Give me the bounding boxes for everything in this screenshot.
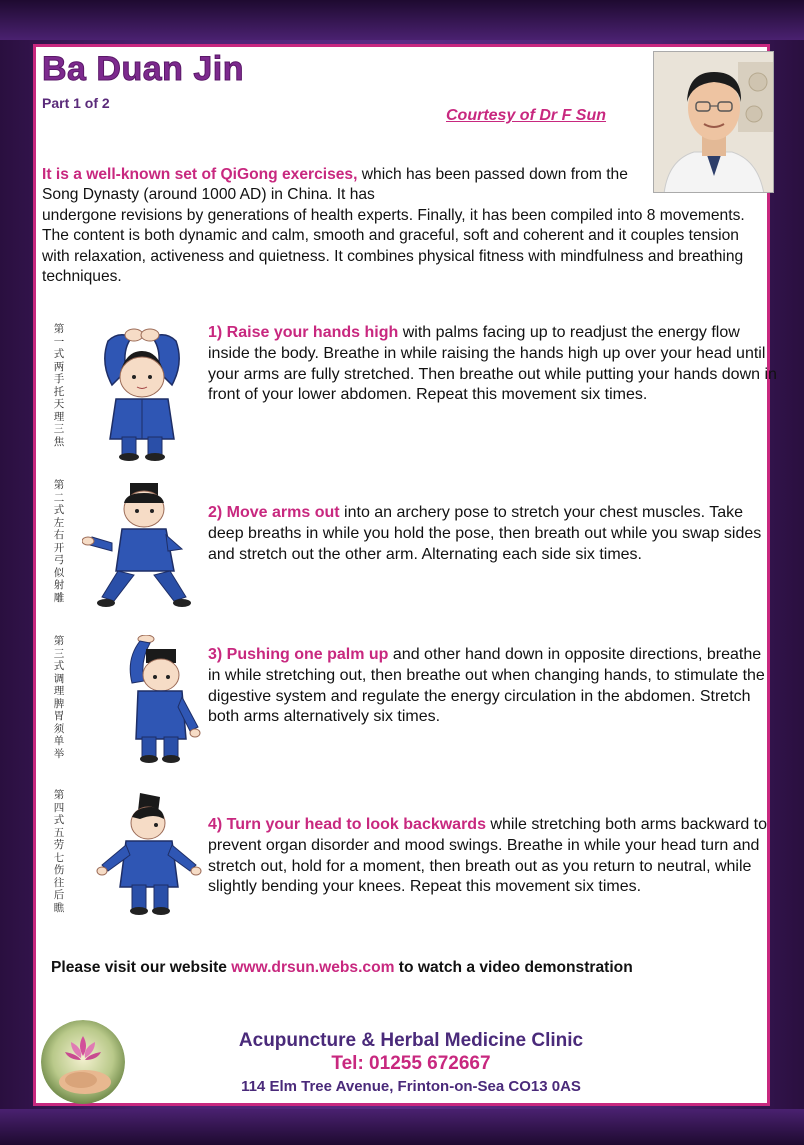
clinic-telephone: Tel: 01255 672667 <box>331 1053 491 1074</box>
intro-lead: It is a well-known set of QiGong exercises, <box>42 166 358 183</box>
movement-1-description <box>208 323 778 406</box>
website-notice-before: Please visit our website <box>51 959 232 976</box>
movement-3-heading: 3) Pushing one palm up <box>208 646 389 663</box>
clinic-name: Acupuncture & Herbal Medicine Clinic <box>238 1030 584 1051</box>
movement-3-body: and other hand down in opposite directions, breathe in while stretching out, then breathe out when changing hands, to stimulate the digestive system and regulate the energy circulation in the abdomen. Stretch both arms alternatively six times. <box>208 646 765 726</box>
movement-1-calligraphy: 第一式 两手托天理三焦 <box>53 323 65 448</box>
part-indicator: Part 1 of 2 <box>42 95 110 111</box>
intro-body: undergone revisions by generations of health experts. Finally, it has been compiled into 8 movements. The content is both dynamic and calm, smooth and graceful, soft and coherent and it couples tension with relaxation, activeness and quietness. It combines physical fitness with mindfulness and breathing techniques. <box>42 206 745 286</box>
website-link[interactable]: www.drsun.webs.com <box>231 959 395 976</box>
figure-palm-up <box>82 635 202 775</box>
movement-2-description <box>208 503 778 565</box>
movement-4-body: while stretching both arms backward to prevent organ disorder and mood swings. Breathe in while your head turn and stretch out, hold for a moment, then breath out as you return to neutral, while slightly bending your knees. Repeat this movement six times. <box>208 816 767 896</box>
background-top <box>0 0 804 40</box>
website-notice-after: to watch a video demonstration <box>394 959 633 976</box>
movement-2-body: into an archery pose to stretch your chest muscles. Take deep breaths in while you hold the pose, then breath out while you swap sides and stretch out the other arm. Alternating each side six times. <box>208 504 762 563</box>
intro-paragraph <box>42 165 757 287</box>
movement-1-body: with palms facing up to readjust the energy flow inside the body. Breathe in while raising the hands high up over your head until your arms are fully stretched. Then breathe out while putting your hands down in front of your lower abdomen. Repeat this movement six times. <box>208 324 777 404</box>
background-bottom <box>0 1109 804 1145</box>
movement-4-calligraphy: 第四式 五劳七伤往后瞧 <box>53 789 65 914</box>
movement-3-calligraphy: 第三式 调理脾胃须单举 <box>53 635 65 760</box>
movement-1-heading: 1) Raise your hands high <box>208 324 399 341</box>
figure-look-backwards <box>82 789 202 929</box>
intro-line1-rest: which has been passed down from the Song Dynasty (around 1000 AD) in China. It has <box>42 166 628 204</box>
clinic-info <box>156 1030 666 1095</box>
movement-4-description <box>208 815 778 898</box>
page-title: Ba Duan Jin <box>42 50 244 88</box>
figure-archery-pose <box>82 479 202 619</box>
flyer-sheet <box>33 44 777 1106</box>
intro-first-line <box>42 165 636 206</box>
courtesy-credit: Courtesy of Dr F Sun <box>446 107 607 124</box>
website-notice <box>51 959 633 977</box>
figure-raise-hands <box>82 323 202 463</box>
movement-2-heading: 2) Move arms out <box>208 504 340 521</box>
movement-3-description <box>208 645 778 728</box>
clinic-address: 114 Elm Tree Avenue, Frinton-on-Sea CO13 0AS <box>241 1078 581 1095</box>
clinic-logo <box>41 1020 125 1104</box>
movement-4-heading: 4) Turn your head to look backwards <box>208 816 486 833</box>
movement-2-calligraphy: 第二式 左右开弓似射雕 <box>53 479 65 604</box>
